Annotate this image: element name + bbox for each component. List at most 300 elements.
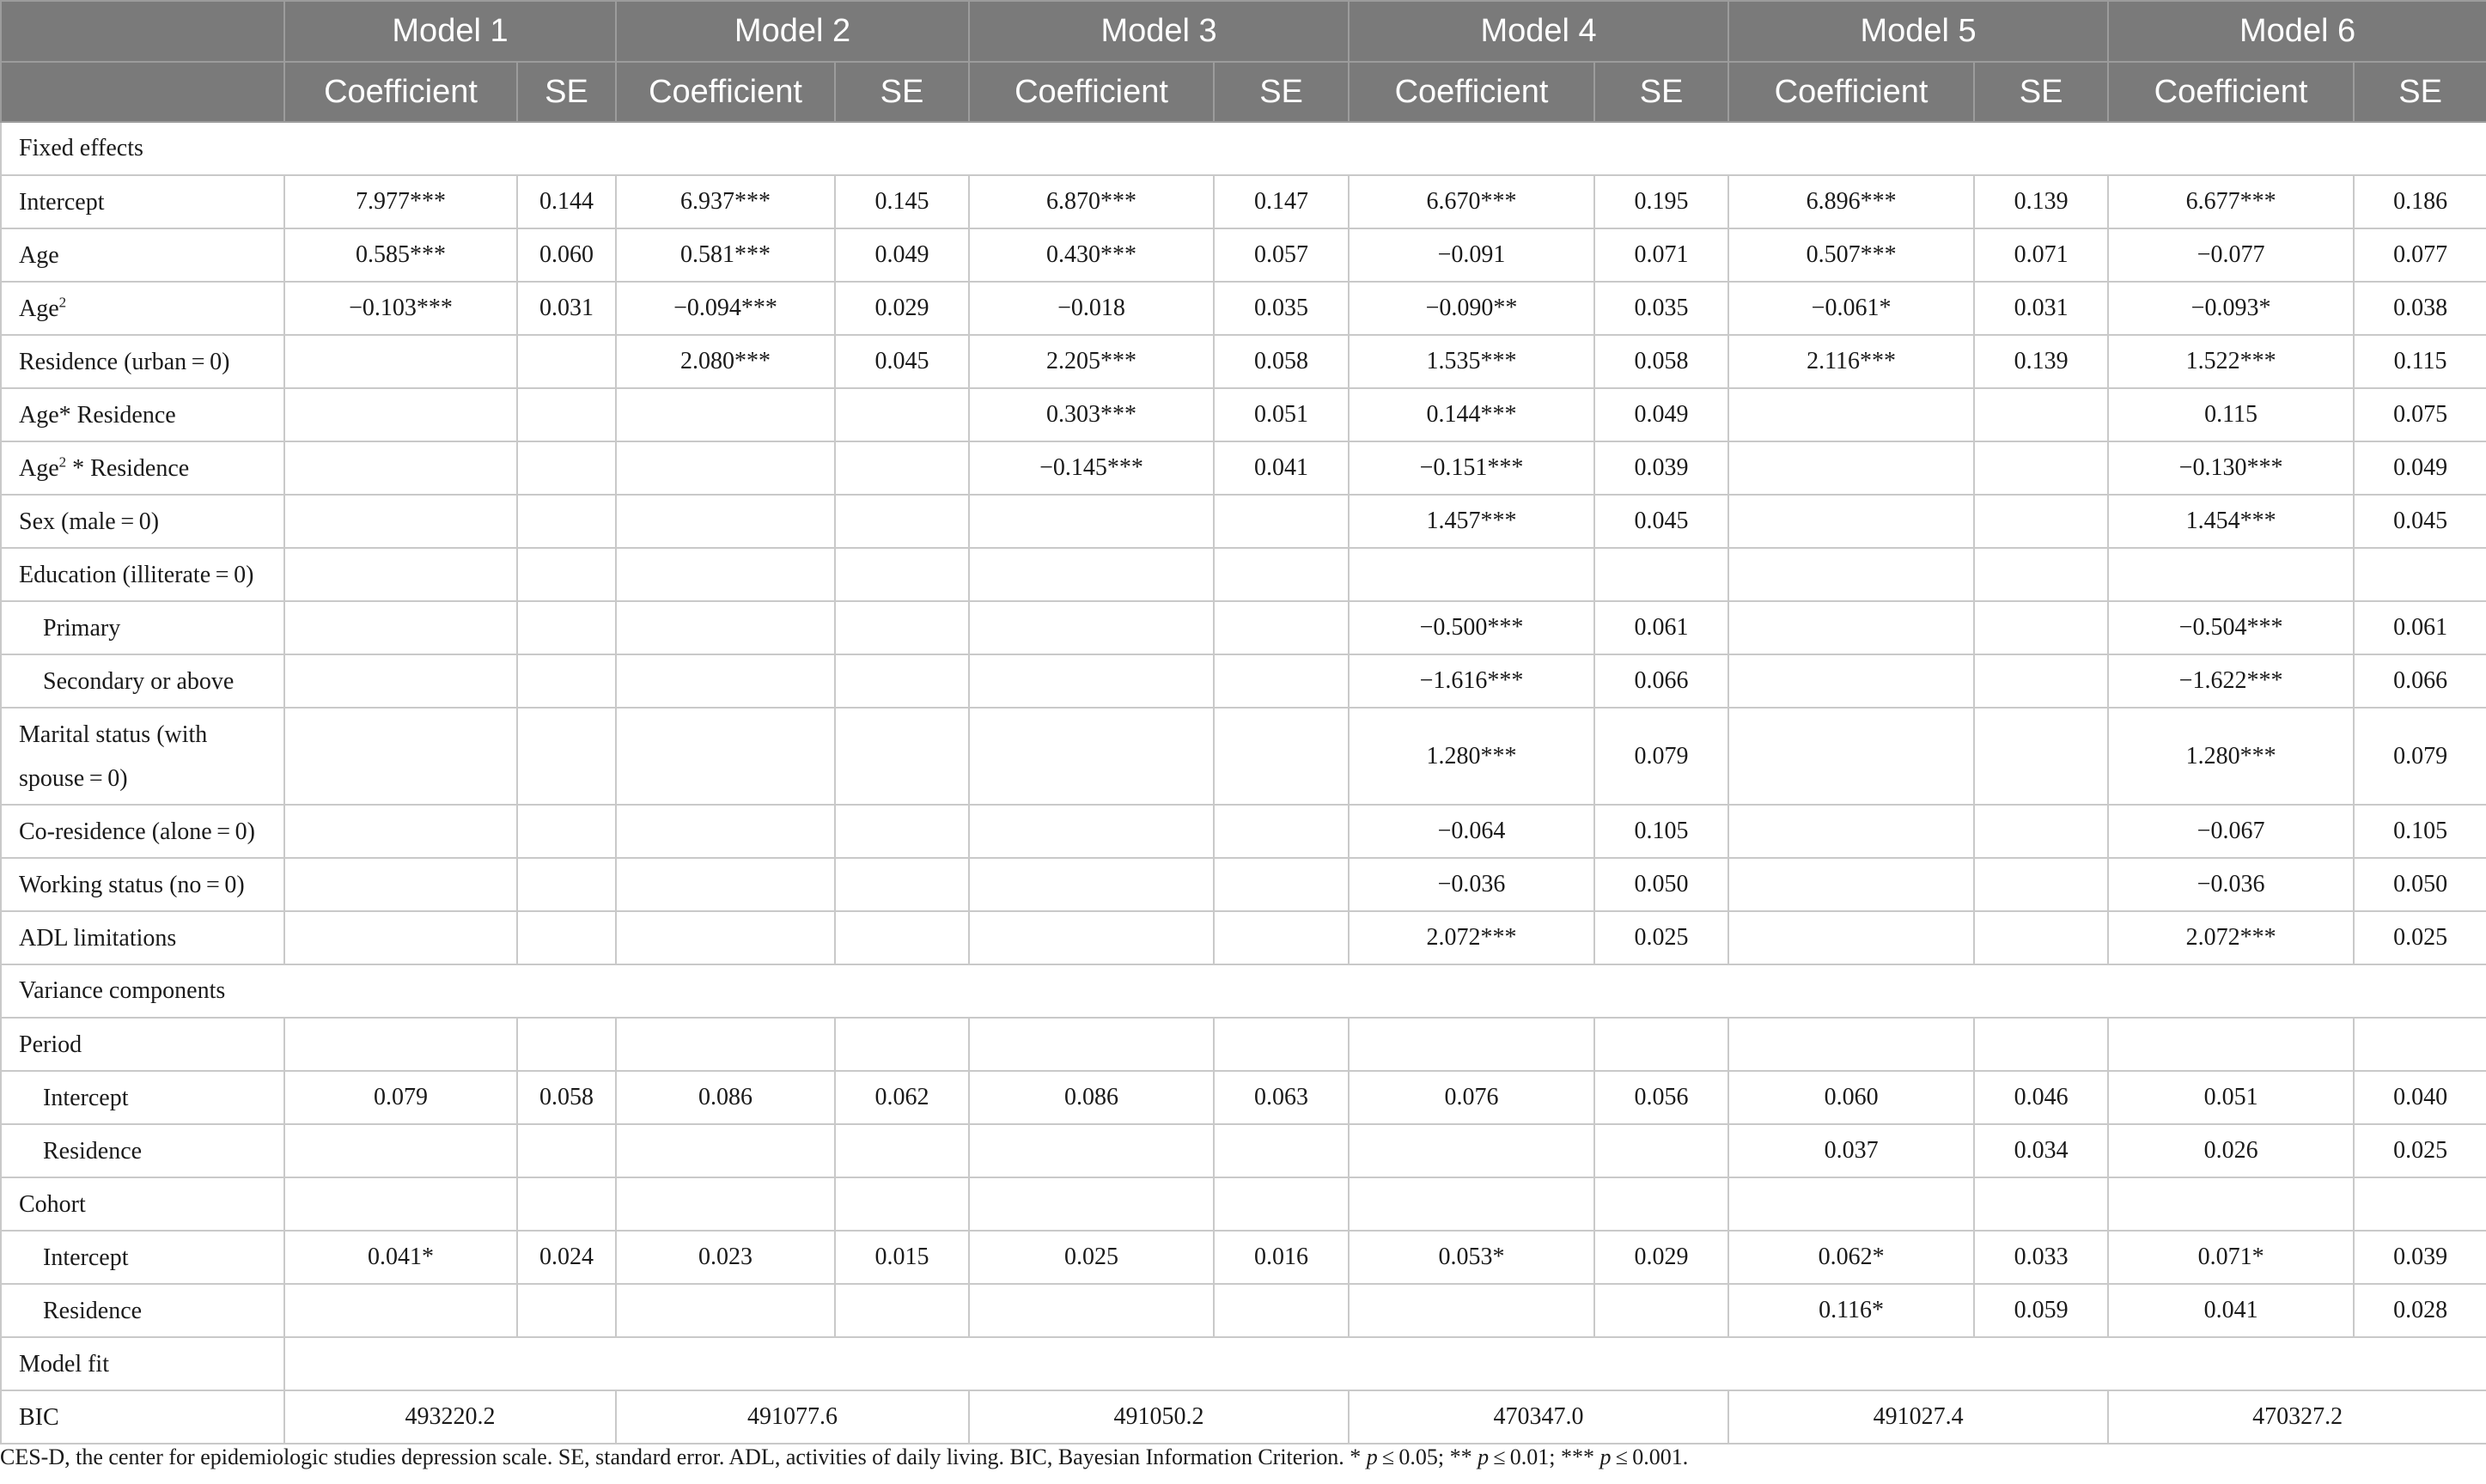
coefficient-cell: −0.067 xyxy=(2108,805,2354,858)
se-cell: 0.029 xyxy=(1594,1231,1728,1284)
se-cell xyxy=(2354,1177,2486,1231)
se-cell xyxy=(517,601,616,654)
coefficient-cell: 0.041 xyxy=(2108,1284,2354,1337)
coefficient-cell: 6.677*** xyxy=(2108,175,2354,228)
coefficient-cell xyxy=(1349,1177,1594,1231)
row-label-text: Age xyxy=(19,295,59,322)
se-cell xyxy=(1974,495,2108,548)
coefficient-cell: −0.500*** xyxy=(1349,601,1594,654)
row-label: Age* Residence xyxy=(1,388,284,441)
coefficient-cell: −0.077 xyxy=(2108,228,2354,282)
coefficient-cell xyxy=(616,1018,835,1071)
section-label: Fixed effects xyxy=(1,122,2486,175)
footnote-text: ≤ 0.05; ** xyxy=(1377,1444,1478,1469)
se-cell: 0.045 xyxy=(1594,495,1728,548)
se-cell: 0.045 xyxy=(2354,495,2486,548)
se-cell xyxy=(517,654,616,708)
se-cell: 0.058 xyxy=(517,1071,616,1124)
coefficient-cell xyxy=(616,495,835,548)
row-label: Primary xyxy=(1,601,284,654)
se-cell: 0.144 xyxy=(517,175,616,228)
se-cell xyxy=(517,805,616,858)
coefficient-cell: 0.076 xyxy=(1349,1071,1594,1124)
se-cell: 0.033 xyxy=(1974,1231,2108,1284)
coefficient-cell: 0.041* xyxy=(284,1231,517,1284)
coefficient-cell: −1.622*** xyxy=(2108,654,2354,708)
coefficient-cell xyxy=(616,654,835,708)
coefficient-cell xyxy=(616,601,835,654)
coefficient-cell: −0.103*** xyxy=(284,282,517,335)
coefficient-header: Coefficient xyxy=(2108,62,2354,122)
se-cell: 0.105 xyxy=(2354,805,2486,858)
table-row xyxy=(1,388,2486,441)
coefficient-header: Coefficient xyxy=(969,62,1214,122)
coefficient-cell xyxy=(616,858,835,911)
se-cell: 0.063 xyxy=(1214,1071,1349,1124)
coefficient-cell: 0.037 xyxy=(1728,1124,1974,1177)
coefficient-cell xyxy=(1728,708,1974,805)
coefficient-cell xyxy=(616,441,835,495)
se-cell: 0.049 xyxy=(2354,441,2486,495)
coefficient-cell: 0.053* xyxy=(1349,1231,1594,1284)
se-cell xyxy=(517,858,616,911)
coefficient-cell xyxy=(969,654,1214,708)
se-cell xyxy=(517,1018,616,1071)
coefficient-cell: 2.205*** xyxy=(969,335,1214,388)
se-cell xyxy=(517,441,616,495)
coefficient-cell xyxy=(969,548,1214,601)
table-row xyxy=(1,495,2486,548)
se-cell xyxy=(1974,441,2108,495)
model-header: Model 2 xyxy=(616,1,969,62)
table-row xyxy=(1,858,2486,911)
se-cell xyxy=(835,548,969,601)
se-header: SE xyxy=(2354,62,2486,122)
bic-value: 491050.2 xyxy=(969,1390,1349,1444)
se-cell xyxy=(517,1177,616,1231)
coefficient-cell: −0.130*** xyxy=(2108,441,2354,495)
coefficient-cell: 6.896*** xyxy=(1728,175,1974,228)
se-cell xyxy=(1974,601,2108,654)
coefficient-cell xyxy=(284,495,517,548)
bic-value: 470347.0 xyxy=(1349,1390,1728,1444)
se-cell xyxy=(835,858,969,911)
se-cell xyxy=(2354,548,2486,601)
se-cell: 0.062 xyxy=(835,1071,969,1124)
row-label: Co-residence (alone = 0) xyxy=(1,805,284,858)
header-corner xyxy=(1,1,284,62)
coefficient-header: Coefficient xyxy=(616,62,835,122)
se-cell: 0.115 xyxy=(2354,335,2486,388)
coefficient-cell: −0.151*** xyxy=(1349,441,1594,495)
se-cell: 0.057 xyxy=(1214,228,1349,282)
se-cell: 0.061 xyxy=(2354,601,2486,654)
table-row xyxy=(1,708,2486,805)
table-row xyxy=(1,1124,2486,1177)
se-header: SE xyxy=(1214,62,1349,122)
coefficient-cell xyxy=(1728,654,1974,708)
coefficient-cell: 0.507*** xyxy=(1728,228,1974,282)
footnote-text: ≤ 0.01; *** xyxy=(1489,1444,1600,1469)
coefficient-cell: −0.090** xyxy=(1349,282,1594,335)
se-cell xyxy=(1214,858,1349,911)
bic-value: 491027.4 xyxy=(1728,1390,2108,1444)
coefficient-cell: 7.977*** xyxy=(284,175,517,228)
table-row xyxy=(1,548,2486,601)
se-cell xyxy=(835,601,969,654)
coefficient-cell xyxy=(1728,388,1974,441)
coefficient-cell xyxy=(284,1018,517,1071)
se-cell: 0.031 xyxy=(1974,282,2108,335)
coefficient-cell: −1.616*** xyxy=(1349,654,1594,708)
coefficient-cell xyxy=(1349,548,1594,601)
coefficient-cell xyxy=(969,601,1214,654)
se-cell: 0.145 xyxy=(835,175,969,228)
row-label xyxy=(1,282,284,335)
se-cell xyxy=(1974,388,2108,441)
coefficient-cell xyxy=(1349,1018,1594,1071)
coefficient-cell xyxy=(284,388,517,441)
se-cell: 0.035 xyxy=(1594,282,1728,335)
coefficient-cell xyxy=(284,805,517,858)
coefficient-cell: 0.585*** xyxy=(284,228,517,282)
coefficient-cell xyxy=(1728,858,1974,911)
se-cell: 0.016 xyxy=(1214,1231,1349,1284)
superscript: 2 xyxy=(58,453,67,471)
coefficient-cell xyxy=(284,548,517,601)
footnote-p: p xyxy=(1478,1444,1490,1469)
bic-value: 493220.2 xyxy=(284,1390,616,1444)
coefficient-cell xyxy=(969,1124,1214,1177)
row-label: Intercept xyxy=(1,1231,284,1284)
se-cell xyxy=(1974,1177,2108,1231)
se-cell: 0.056 xyxy=(1594,1071,1728,1124)
coefficient-cell xyxy=(969,858,1214,911)
coefficient-cell xyxy=(1728,548,1974,601)
coefficient-cell xyxy=(1728,1018,1974,1071)
se-cell xyxy=(2354,1018,2486,1071)
coefficient-cell xyxy=(2108,548,2354,601)
se-cell: 0.040 xyxy=(2354,1071,2486,1124)
se-cell xyxy=(1974,858,2108,911)
coefficient-cell: 1.522*** xyxy=(2108,335,2354,388)
coefficient-cell: 0.430*** xyxy=(969,228,1214,282)
section-label: Variance components xyxy=(1,964,2486,1018)
coefficient-cell xyxy=(2108,1177,2354,1231)
coefficient-cell xyxy=(284,1177,517,1231)
coefficient-cell: −0.091 xyxy=(1349,228,1594,282)
coefficient-cell: 1.280*** xyxy=(2108,708,2354,805)
row-label: Intercept xyxy=(1,1071,284,1124)
se-cell xyxy=(1594,1284,1728,1337)
se-cell: 0.060 xyxy=(517,228,616,282)
coefficient-cell: 1.454*** xyxy=(2108,495,2354,548)
se-cell xyxy=(1974,1018,2108,1071)
se-header: SE xyxy=(1974,62,2108,122)
se-cell xyxy=(517,911,616,964)
coefficient-cell: −0.145*** xyxy=(969,441,1214,495)
se-cell xyxy=(1594,1177,1728,1231)
coefficient-cell: 0.079 xyxy=(284,1071,517,1124)
se-cell xyxy=(1594,1124,1728,1177)
se-cell: 0.058 xyxy=(1214,335,1349,388)
row-label: Marital status (with spouse = 0) xyxy=(1,708,284,805)
se-cell xyxy=(1214,495,1349,548)
coefficient-cell: −0.504*** xyxy=(2108,601,2354,654)
coefficient-cell xyxy=(1728,441,1974,495)
se-cell: 0.147 xyxy=(1214,175,1349,228)
coefficient-cell xyxy=(616,548,835,601)
coefficient-cell xyxy=(616,1124,835,1177)
row-label: Residence (urban = 0) xyxy=(1,335,284,388)
se-cell xyxy=(1214,911,1349,964)
se-cell xyxy=(517,1284,616,1337)
se-cell xyxy=(1594,1018,1728,1071)
se-cell: 0.195 xyxy=(1594,175,1728,228)
coefficient-header: Coefficient xyxy=(284,62,517,122)
model-header: Model 4 xyxy=(1349,1,1728,62)
coefficient-cell xyxy=(616,911,835,964)
coefficient-cell: 2.072*** xyxy=(1349,911,1594,964)
coefficient-cell: 0.086 xyxy=(616,1071,835,1124)
coefficient-cell: 6.870*** xyxy=(969,175,1214,228)
coefficient-cell xyxy=(284,601,517,654)
coefficient-cell xyxy=(616,1284,835,1337)
table-header xyxy=(1,1,2486,122)
se-header: SE xyxy=(517,62,616,122)
se-cell: 0.035 xyxy=(1214,282,1349,335)
coefficient-cell: 0.023 xyxy=(616,1231,835,1284)
table-row xyxy=(1,1390,2486,1444)
footnote-p: p xyxy=(1599,1444,1612,1469)
se-cell xyxy=(1974,548,2108,601)
coefficient-cell xyxy=(284,1284,517,1337)
model-header: Model 6 xyxy=(2108,1,2486,62)
coefficient-cell xyxy=(1728,1177,1974,1231)
coefficient-cell: 0.116* xyxy=(1728,1284,1974,1337)
se-cell xyxy=(1594,548,1728,601)
se-cell: 0.034 xyxy=(1974,1124,2108,1177)
se-cell xyxy=(835,911,969,964)
se-cell: 0.058 xyxy=(1594,335,1728,388)
coefficient-cell xyxy=(1349,1284,1594,1337)
se-cell: 0.105 xyxy=(1594,805,1728,858)
se-cell xyxy=(1974,708,2108,805)
se-cell: 0.029 xyxy=(835,282,969,335)
coefficient-cell: 0.051 xyxy=(2108,1071,2354,1124)
coefficient-cell xyxy=(969,911,1214,964)
se-cell: 0.041 xyxy=(1214,441,1349,495)
coefficient-cell xyxy=(969,1177,1214,1231)
row-label: Period xyxy=(1,1018,284,1071)
se-cell: 0.079 xyxy=(1594,708,1728,805)
se-cell xyxy=(1214,805,1349,858)
se-cell: 0.049 xyxy=(1594,388,1728,441)
se-cell: 0.079 xyxy=(2354,708,2486,805)
row-label: Cohort xyxy=(1,1177,284,1231)
row-label: ADL limitations xyxy=(1,911,284,964)
se-cell xyxy=(1214,548,1349,601)
se-cell: 0.049 xyxy=(835,228,969,282)
se-header: SE xyxy=(1594,62,1728,122)
table-row xyxy=(1,1284,2486,1337)
table-row xyxy=(1,1337,2486,1390)
se-cell xyxy=(517,708,616,805)
row-label: BIC xyxy=(1,1390,284,1444)
header-corner xyxy=(1,62,284,122)
se-cell: 0.066 xyxy=(2354,654,2486,708)
coefficient-cell xyxy=(1349,1124,1594,1177)
coefficient-cell: −0.036 xyxy=(1349,858,1594,911)
row-label: Residence xyxy=(1,1284,284,1337)
coefficient-cell: 6.670*** xyxy=(1349,175,1594,228)
coefficient-cell: −0.094*** xyxy=(616,282,835,335)
se-cell: 0.061 xyxy=(1594,601,1728,654)
row-label: Working status (no = 0) xyxy=(1,858,284,911)
footnote-p: p xyxy=(1366,1444,1378,1469)
se-cell xyxy=(517,1124,616,1177)
se-cell xyxy=(517,335,616,388)
coefficient-cell: 0.071* xyxy=(2108,1231,2354,1284)
se-cell: 0.038 xyxy=(2354,282,2486,335)
row-label: Secondary or above xyxy=(1,654,284,708)
coefficient-cell: −0.093* xyxy=(2108,282,2354,335)
coefficient-cell: −0.061* xyxy=(1728,282,1974,335)
coefficient-cell xyxy=(284,441,517,495)
coefficient-cell: 1.535*** xyxy=(1349,335,1594,388)
se-cell xyxy=(1974,654,2108,708)
se-cell xyxy=(1214,1018,1349,1071)
coefficient-cell: 0.062* xyxy=(1728,1231,1974,1284)
row-label: Sex (male = 0) xyxy=(1,495,284,548)
se-cell: 0.015 xyxy=(835,1231,969,1284)
row-label: Intercept xyxy=(1,175,284,228)
se-cell xyxy=(835,441,969,495)
table-row xyxy=(1,1177,2486,1231)
coefficient-cell xyxy=(284,335,517,388)
coefficient-cell: 0.115 xyxy=(2108,388,2354,441)
se-cell xyxy=(835,388,969,441)
se-cell: 0.051 xyxy=(1214,388,1349,441)
row-label: Residence xyxy=(1,1124,284,1177)
bic-value: 470327.2 xyxy=(2108,1390,2486,1444)
model-header: Model 3 xyxy=(969,1,1349,62)
coefficient-cell xyxy=(616,1177,835,1231)
se-cell: 0.059 xyxy=(1974,1284,2108,1337)
row-label: Model fit xyxy=(1,1337,284,1390)
coefficient-cell xyxy=(284,708,517,805)
footnote-text: CES-D, the center for epidemiologic studies depression scale. SE, standard error. ADL, activities of daily living. BIC, Bayesian Information Criterion. * xyxy=(0,1444,1367,1469)
coefficient-header: Coefficient xyxy=(1728,62,1974,122)
table-row xyxy=(1,282,2486,335)
coefficient-cell: 0.086 xyxy=(969,1071,1214,1124)
table-row xyxy=(1,228,2486,282)
coefficient-cell: 2.080*** xyxy=(616,335,835,388)
table-row xyxy=(1,1071,2486,1124)
table-row xyxy=(1,175,2486,228)
superscript: 2 xyxy=(58,294,67,311)
coefficient-cell xyxy=(616,708,835,805)
se-cell: 0.066 xyxy=(1594,654,1728,708)
se-cell: 0.077 xyxy=(2354,228,2486,282)
model-header: Model 5 xyxy=(1728,1,2108,62)
coefficient-cell xyxy=(969,495,1214,548)
coefficient-cell xyxy=(969,1018,1214,1071)
row-label xyxy=(1,441,284,495)
coefficient-cell xyxy=(969,1284,1214,1337)
se-cell xyxy=(835,1177,969,1231)
se-cell xyxy=(835,1284,969,1337)
row-label: Age xyxy=(1,228,284,282)
coefficient-cell: 0.025 xyxy=(969,1231,1214,1284)
se-cell: 0.039 xyxy=(2354,1231,2486,1284)
se-cell xyxy=(835,805,969,858)
coefficient-cell xyxy=(969,805,1214,858)
se-cell: 0.139 xyxy=(1974,335,2108,388)
se-cell xyxy=(835,1018,969,1071)
coefficient-cell xyxy=(616,805,835,858)
row-label-text: Age xyxy=(19,454,59,482)
se-cell xyxy=(1214,1284,1349,1337)
se-cell: 0.045 xyxy=(835,335,969,388)
section-row xyxy=(1,122,2486,175)
se-cell xyxy=(1214,708,1349,805)
se-header: SE xyxy=(835,62,969,122)
se-cell xyxy=(517,548,616,601)
table-row xyxy=(1,805,2486,858)
coefficient-cell xyxy=(1728,911,1974,964)
footnote-text: ≤ 0.001. xyxy=(1611,1444,1689,1469)
coefficient-cell xyxy=(2108,1018,2354,1071)
coefficient-cell: 2.072*** xyxy=(2108,911,2354,964)
se-cell xyxy=(835,1124,969,1177)
coefficient-cell xyxy=(284,858,517,911)
table-row xyxy=(1,1018,2486,1071)
se-cell xyxy=(1214,1177,1349,1231)
se-cell xyxy=(1214,601,1349,654)
se-cell: 0.025 xyxy=(2354,911,2486,964)
table-row xyxy=(1,335,2486,388)
se-cell: 0.025 xyxy=(1594,911,1728,964)
coefficient-cell: −0.018 xyxy=(969,282,1214,335)
coefficient-header: Coefficient xyxy=(1349,62,1594,122)
se-cell xyxy=(1974,911,2108,964)
coefficient-cell: −0.036 xyxy=(2108,858,2354,911)
row-label: Education (illiterate = 0) xyxy=(1,548,284,601)
se-cell: 0.050 xyxy=(1594,858,1728,911)
se-cell xyxy=(835,495,969,548)
se-cell xyxy=(1974,805,2108,858)
coefficient-cell: 0.303*** xyxy=(969,388,1214,441)
se-cell xyxy=(517,495,616,548)
se-cell xyxy=(835,708,969,805)
coefficient-cell xyxy=(1728,601,1974,654)
se-cell xyxy=(517,388,616,441)
se-cell: 0.139 xyxy=(1974,175,2108,228)
coefficient-cell: 0.144*** xyxy=(1349,388,1594,441)
table-row xyxy=(1,654,2486,708)
table-row xyxy=(1,911,2486,964)
coefficient-cell: 6.937*** xyxy=(616,175,835,228)
se-cell: 0.024 xyxy=(517,1231,616,1284)
coefficient-cell: 2.116*** xyxy=(1728,335,1974,388)
coefficient-cell: 0.581*** xyxy=(616,228,835,282)
se-cell: 0.039 xyxy=(1594,441,1728,495)
se-cell: 0.025 xyxy=(2354,1124,2486,1177)
se-cell: 0.028 xyxy=(2354,1284,2486,1337)
coefficient-cell: 0.060 xyxy=(1728,1071,1974,1124)
model-header: Model 1 xyxy=(284,1,616,62)
